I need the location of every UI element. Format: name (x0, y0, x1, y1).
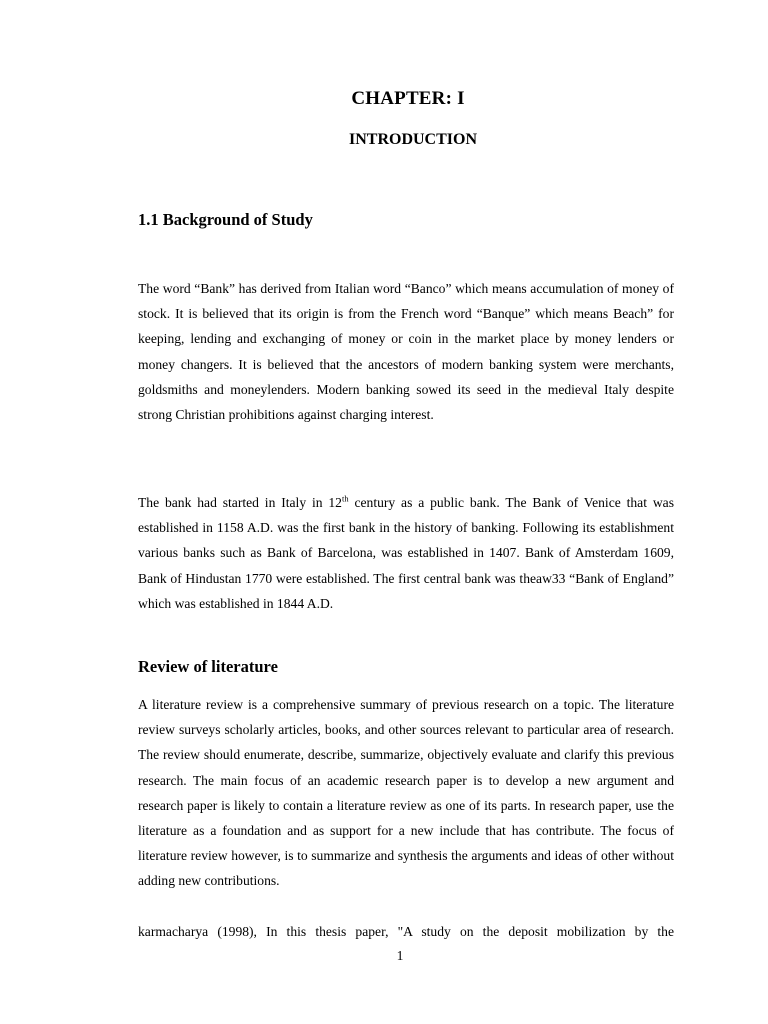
paragraph-literature-review: A literature review is a comprehensive summary of previous research on a topic. The literature review surveys scholarly articles, books, and other sources relevant to particular area of research. The review should enumerate, describe, summarize, objectively evaluate and clarify this previous research. The main focus of an academic research paper is to develop a new argument and research paper is likely to contain a literature review as one of its parts. In research paper, use the literature as a foundation and as support for a new include that has contribute. The focus of literature review however, is to summarize and synthesis the arguments and ideas of other without adding new contributions. (138, 697, 674, 889)
paragraph-bank-history (138, 490, 674, 616)
paragraph-karmacharya: karmacharya (1998), In this thesis paper, "A study on the deposit mobilization by the (138, 924, 674, 939)
chapter-title: CHAPTER: I (351, 88, 465, 109)
page-number: 1 (396, 948, 404, 963)
paragraph-bank-history-part1: The bank had started in Italy in 12 (138, 495, 342, 510)
section-title: INTRODUCTION (348, 131, 477, 148)
heading-background-of-study: 1.1 Background of Study (138, 210, 313, 229)
heading-review-of-literature: Review of literature (138, 657, 278, 676)
paragraph-bank-origin: The word “Bank” has derived from Italian word “Banco” which means accumulation of money of stock. It is believed that its origin is from the French word “Banque” which means Beach” for keeping, lending and exchanging of money or coin in the market place by money lenders or money changers. It is believed that the ancestors of modern banking system were merchants, goldsmiths and moneylenders. Modern banking sowed its seed in the medieval Italy despite strong Christian prohibitions against charging interest. (138, 281, 674, 423)
paragraph-bank-history-part2: century as a public bank. The Bank of Venice that was established in 1158 A.D. was the first bank in the history of banking. Following its establishment various banks such as Bank of Barcelona, was established in 1407. Bank of Amsterdam 1609, Bank of Hindustan 1770 were established. The first central bank was theaw33 “Bank of England” which was established in 1844 A.D. (138, 495, 674, 611)
ordinal-superscript: th (341, 493, 349, 504)
